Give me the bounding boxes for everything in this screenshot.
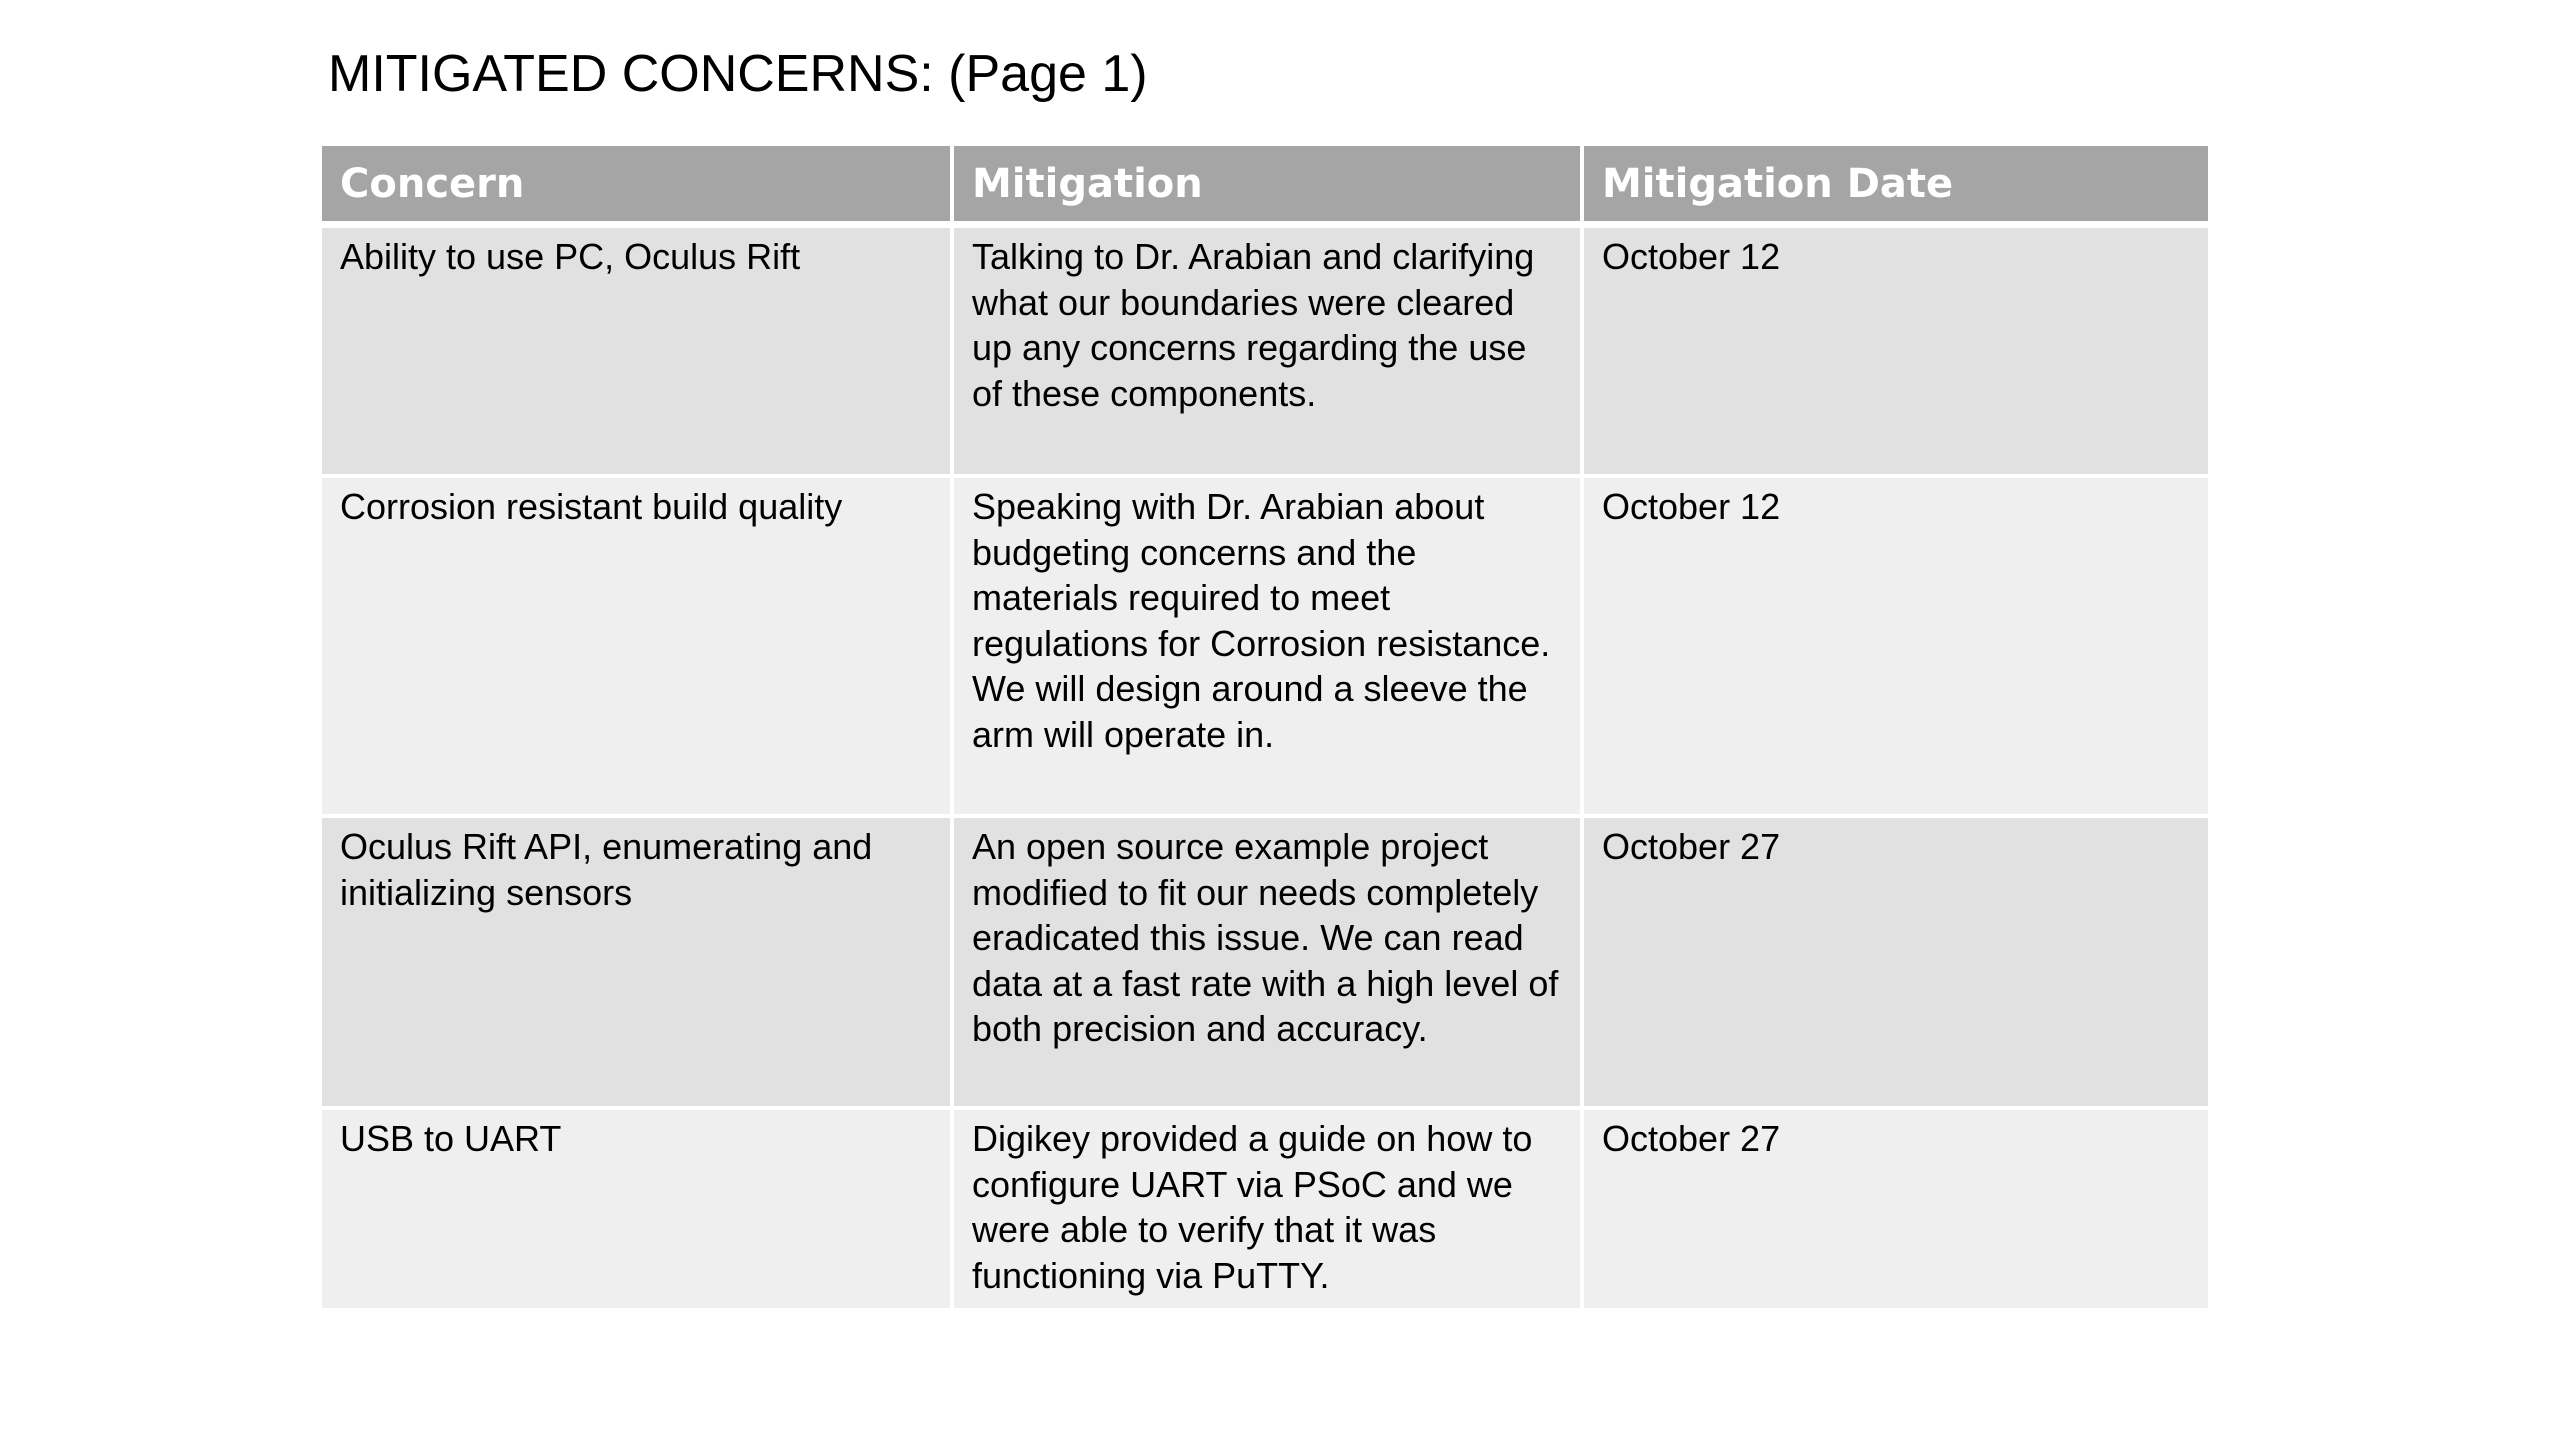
cell-concern: Corrosion resistant build quality (322, 476, 952, 816)
cell-mitigation: Talking to Dr. Arabian and clarifying what our boundaries were cleared up any concerns regarding the use of these components. (952, 225, 1582, 477)
cell-date: October 12 (1582, 476, 2208, 816)
mitigated-concerns-table (322, 146, 2208, 1312)
table-row (322, 816, 2208, 1108)
header-mitigation: Mitigation (952, 146, 1582, 225)
cell-mitigation: Digikey provided a guide on how to configure UART via PSoC and we were able to verify that it was functioning via PuTTY. (952, 1108, 1582, 1310)
header-concern: Concern (322, 146, 952, 225)
header-mitigation-date: Mitigation Date (1582, 146, 2208, 225)
cell-mitigation: An open source example project modified to fit our needs completely eradicated this issue. We can read data at a fast rate with a high level of both precision and accuracy. (952, 816, 1582, 1108)
table-row (322, 225, 2208, 477)
cell-date: October 27 (1582, 816, 2208, 1108)
cell-date: October 12 (1582, 225, 2208, 477)
cell-concern: USB to UART (322, 1108, 952, 1310)
slide-title: MITIGATED CONCERNS: (Page 1) (328, 45, 1148, 103)
cell-concern: Oculus Rift API, enumerating and initializing sensors (322, 816, 952, 1108)
cell-mitigation: Speaking with Dr. Arabian about budgeting concerns and the materials required to meet regulations for Corrosion resistance. We will design around a sleeve the arm will operate in. (952, 476, 1582, 816)
table-row (322, 476, 2208, 816)
table-header-row (322, 146, 2208, 225)
cell-date: October 27 (1582, 1108, 2208, 1310)
table-row (322, 1108, 2208, 1310)
cell-concern: Ability to use PC, Oculus Rift (322, 225, 952, 477)
